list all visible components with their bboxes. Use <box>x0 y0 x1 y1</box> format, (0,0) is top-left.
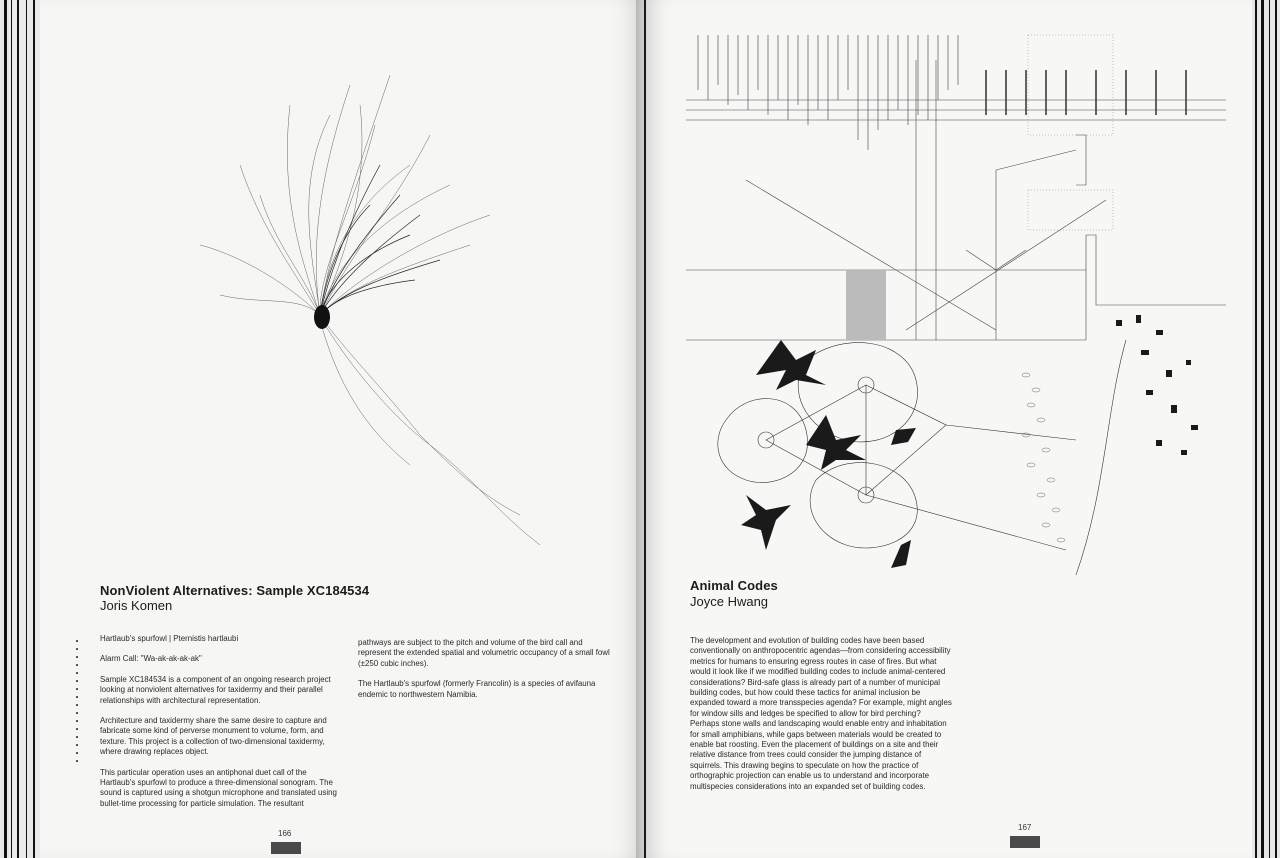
body-column <box>690 636 952 802</box>
paragraph: Architecture and taxidermy share the same desire to capture and fabricate some kind of perverse monument to volume, form, and texture. This project is a collection of two-dimensional taxidermy, where drawing replaces object. <box>100 716 327 757</box>
left-page <box>40 0 644 858</box>
paragraph: The Hartlaub's spurfowl (formerly Francolin) is a species of avifauna endemic to northwestern Namibia. <box>358 679 596 699</box>
page-tab <box>1010 836 1040 848</box>
page-number: 167 <box>1018 823 1032 832</box>
paragraph: pathways are subject to the pitch and volume of the bird call and represent the extended spatial and volumetric occupancy of a small fowl (±250 cubic inches). <box>358 638 610 668</box>
page-number: 166 <box>278 829 292 838</box>
alarm-call-line: Alarm Call: "Wa-ak-ak-ak-ak" <box>100 654 202 664</box>
body-column-2 <box>358 638 614 710</box>
paragraph: Sample XC184534 is a component of an ongoing research project looking at nonviolent alternatives for taxidermy and their parallel relationships with architectural representation. <box>100 674 331 705</box>
right-page <box>646 0 1252 858</box>
species-line: Hartlaub's spurfowl | Pternistis hartlaubi <box>100 634 239 643</box>
article-title: Animal Codes <box>690 578 778 593</box>
paragraph: The development and evolution of building codes have been based conventionally on anthropocentric agendas—from considering accessibility metrics for humans to ensuring egress routes in case of fires. But what would it look like if we modified building codes to include animal-centered considerations? Bird-safe glass is already part of a number of municipal building codes, but how could these tactics for animal inclusion be expanded toward a more transspecies agenda? For example, might angles for window sills and ledges be specified to allow for bird perching? Perhaps stone walls and landscaping would enable entry and inhabitation for small amphibians, while gaps between materials would be created to enable bat roosting. Even the placement of buildings on a site and their relative distance from trees could consider the jumping distance of squirrels. This drawing begins to speculate on how the practice of orthographic projection can enable us to understand and incorporate multispecies considerations into an expanded set of building codes. <box>690 636 952 791</box>
paragraph: This particular operation uses an antiphonal duet call of the Hartlaub's spurfowl to produce a three-dimensional sonogram. The sound is captured using a shotgun microphone and translated using bullet-time processing for particle simulation. The resultant <box>100 767 337 808</box>
animal-codes-drawing <box>686 30 1226 575</box>
margin-marks <box>76 640 78 768</box>
article-author: Joyce Hwang <box>690 594 769 609</box>
sonogram-drawing <box>200 45 580 565</box>
body-column-1 <box>100 634 340 819</box>
book-left-edge <box>0 0 40 858</box>
article-author: Joris Komen <box>100 598 173 613</box>
book-right-edge <box>1252 0 1280 858</box>
article-title: NonViolent Alternatives: Sample XC184534 <box>100 583 370 598</box>
page-tab <box>271 842 301 854</box>
